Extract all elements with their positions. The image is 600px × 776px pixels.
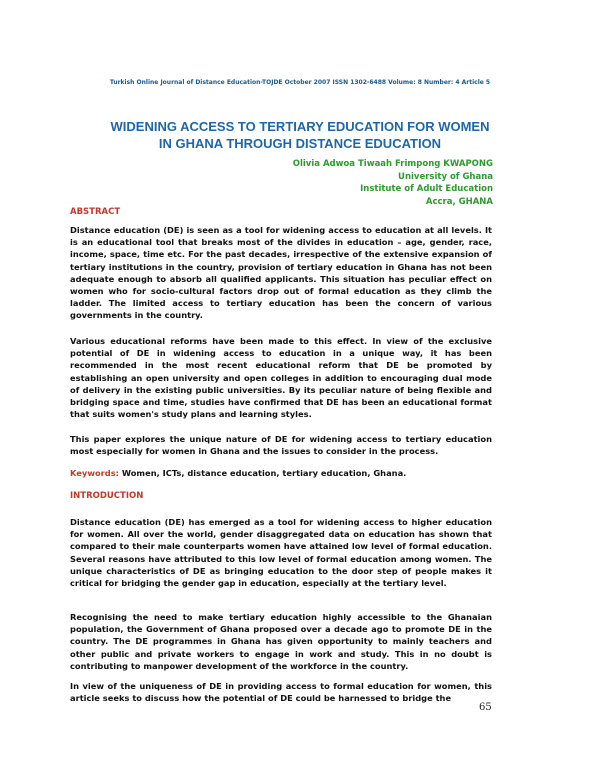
keywords-label: Keywords: — [70, 468, 119, 478]
author-name: Olivia Adwoa Tiwaah Frimpong KWAPONG — [292, 159, 493, 169]
keywords-line — [70, 467, 492, 479]
author-location: Accra, GHANA — [425, 196, 493, 207]
journal-header: Turkish Online Journal of Distance Education-TOJDE October 2007 ISSN 1302-6488 Volume: 8 Number: 4 Article 5 — [109, 79, 491, 86]
paper-title — [40, 118, 560, 152]
introduction-paragraph-2: Recognising the need to make tertiary education highly accessible to the Ghanaian population, the Government of Ghana proposed over a decade ago to promote DE in the country. The DE programmes in Ghana has given opportunity to mainly teachers and other public and private workers to engage in work and study. This in no doubt is contributing to manpower development of the workforce in the country. — [70, 612, 492, 671]
author-block — [293, 158, 493, 208]
keywords-text: Women, ICTs, distance education, tertiary education, Ghana. — [118, 468, 407, 478]
author-university: University of Ghana — [398, 171, 493, 182]
abstract-heading: ABSTRACT — [70, 207, 121, 217]
page-number: 65 — [479, 702, 492, 713]
title-line-2: IN GHANA THROUGH DISTANCE EDUCATION — [158, 136, 442, 151]
introduction-paragraph-3: In view of the uniqueness of DE in providing access to formal education for women, this article seeks to discuss how the potential of DE could be harnessed to bridge the — [70, 681, 492, 704]
abstract-paragraph-2: Various educational reforms have been made to this effect. In view of the exclusive potential of DE in widening access to education in a unique way, it has been recommended in the most recent educational reform that DE be promoted by establishing an open university and open colleges in addition to encouraging dual mode of delivery in the existing public universities. By its peculiar nature of being flexible and bridging space and time, studies have confirmed that DE has been an educational format that suits women's study plans and learning styles. — [70, 336, 492, 420]
abstract-paragraph-1: Distance education (DE) is seen as a tool for widening access to education at all levels. It is an educational tool that breaks most of the divides in education – age, gender, race, income, space, time etc. For the past decades, irrespective of the extensive expansion of tertiary institutions in the country, provision of tertiary education in Ghana has not been adequate enough to absorb all qualified applicants. This situation has peculiar effect on women who for socio-cultural factors drop out of formal education as they climb the ladder. The limited access to tertiary education has been the concern of various governments in the country. — [70, 225, 492, 321]
introduction-paragraph-1: Distance education (DE) has emerged as a tool for widening access to higher education for women. All over the world, gender disaggregated data on education has shown that compared to their male counterparts women have attained low level of formal education. Several reasons have attributed to this low level of formal education among women. The unique characteristics of DE as bringing education to the door step of people makes it critical for bridging the gender gap in education, especially at the tertiary level. — [70, 517, 492, 589]
abstract-paragraph-3: This paper explores the unique nature of DE for widening access to tertiary education most especially for women in Ghana and the issues to consider in the process. — [70, 434, 492, 457]
introduction-heading: INTRODUCTION — [70, 491, 144, 501]
author-institute: Institute of Adult Education — [360, 184, 493, 194]
title-line-1: WIDENING ACCESS TO TERTIARY EDUCATION FOR WOMEN — [110, 119, 490, 134]
